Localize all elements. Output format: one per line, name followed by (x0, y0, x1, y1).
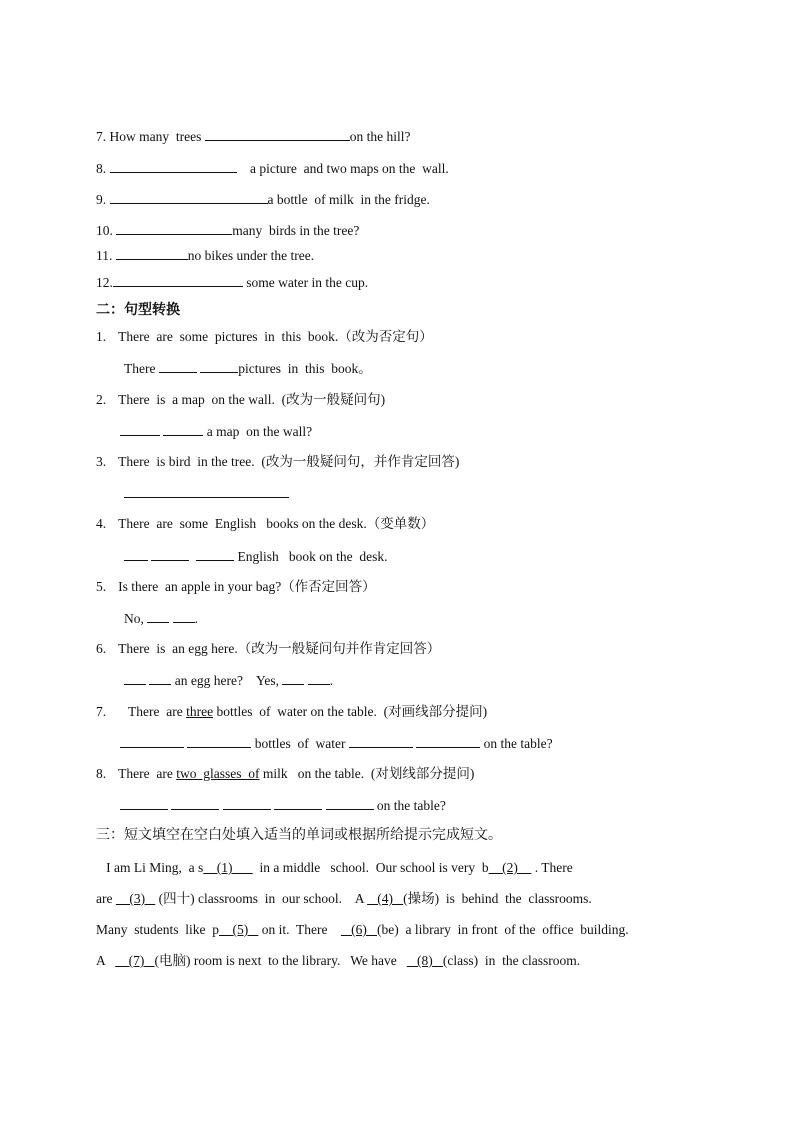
answer-blank[interactable] (223, 796, 271, 810)
question-text: many birds in the tree? (232, 223, 360, 238)
answer-text: There (124, 361, 159, 376)
rewrite-answer-6 (124, 671, 333, 690)
question-text: on the hill? (349, 129, 411, 144)
question-11 (96, 246, 314, 265)
answer-blank[interactable] (163, 422, 203, 436)
passage-text: A (96, 953, 116, 968)
rewrite-answer-4 (124, 547, 388, 566)
answer-blank[interactable] (120, 734, 184, 748)
question-12 (96, 273, 368, 292)
question-text: some water in the cup. (242, 275, 369, 290)
rewrite-answer-3 (124, 484, 289, 503)
answer-text: No, (124, 611, 148, 626)
question-9 (96, 190, 430, 209)
item-number: 4. (96, 516, 107, 531)
question-text: There are (118, 766, 177, 781)
question-text: 11. (96, 248, 116, 263)
passage-text: Many students like p (96, 922, 219, 937)
answer-blank[interactable] (110, 159, 237, 173)
item-number: 5. (96, 579, 107, 594)
question-text: a picture and two maps on the wall. (236, 161, 449, 176)
rewrite-question-1 (96, 328, 433, 346)
answer-blank[interactable] (282, 671, 304, 685)
question-text: 7. How many trees (96, 129, 205, 144)
rewrite-answer-7 (120, 734, 553, 753)
item-number: 1. (96, 329, 107, 344)
underlined-word: two glasses of (176, 766, 260, 781)
question-text: There is a map on the wall. (改为一般疑问句) (118, 392, 386, 407)
answer-text: pictures in this book。 (238, 361, 372, 376)
answer-blank[interactable] (149, 671, 171, 685)
question-text: There are some pictures in this book.（改为否定句） (118, 329, 433, 344)
passage-text: in a middle school. Our school is very b (252, 860, 489, 875)
rewrite-question-7 (96, 703, 487, 721)
question-8 (96, 159, 449, 178)
rewrite-question-2 (96, 391, 385, 409)
passage-text: (class) in the classroom. (442, 953, 581, 968)
item-number: 8. (96, 766, 107, 781)
rewrite-question-8 (96, 765, 474, 783)
answer-blank[interactable] (151, 547, 189, 561)
passage-blank[interactable]: (3) (115, 891, 156, 906)
passage-text: (操场) is behind the classrooms. (403, 891, 592, 906)
answer-blank[interactable] (200, 359, 238, 373)
question-text: no bikes under the tree. (187, 248, 315, 263)
rewrite-question-5 (96, 578, 376, 596)
answer-blank[interactable] (124, 671, 146, 685)
answer-text: bottles of water (251, 736, 349, 751)
question-text: 8. (96, 161, 110, 176)
passage-text: (电脑) room is next to the library. We have (154, 953, 407, 968)
answer-text: . (194, 611, 198, 626)
item-number: 3. (96, 454, 107, 469)
item-number: 2. (96, 392, 107, 407)
question-text: Is there an apple in your bag?（作否定回答） (118, 579, 376, 594)
rewrite-answer-1 (124, 359, 372, 378)
passage-blank[interactable]: (6) (340, 922, 377, 937)
passage-line-2 (96, 890, 592, 908)
answer-blank[interactable] (124, 547, 148, 561)
question-text: bottles of water on the table. (对画线部分提问) (213, 704, 488, 719)
answer-blank[interactable] (196, 547, 234, 561)
answer-blank[interactable] (110, 190, 268, 204)
answer-blank[interactable] (124, 484, 289, 498)
rewrite-question-4 (96, 515, 434, 533)
answer-blank[interactable] (308, 671, 330, 685)
passage-blank[interactable]: (2) (488, 860, 532, 875)
underlined-word: three (186, 704, 214, 719)
passage-line-4 (96, 952, 580, 970)
answer-blank[interactable] (205, 127, 350, 141)
question-text: a bottle of milk in the fridge. (267, 192, 430, 207)
answer-text: . (329, 673, 334, 688)
question-7 (96, 127, 410, 146)
question-text: There is bird in the tree. (改为一般疑问句，并作肯定回答) (118, 454, 460, 469)
rewrite-answer-8 (120, 796, 446, 815)
answer-blank[interactable] (116, 221, 232, 235)
answer-text: on the table? (373, 798, 446, 813)
answer-blank[interactable] (274, 796, 322, 810)
section-title-3: 三：短文填空在空白处填入适当的单词或根据所给提示完成短文。 (96, 827, 502, 843)
passage-line-1 (96, 859, 573, 877)
answer-blank[interactable] (120, 796, 168, 810)
answer-blank[interactable] (187, 734, 251, 748)
passage-blank[interactable]: (8) (406, 953, 443, 968)
rewrite-answer-5 (124, 609, 198, 628)
passage-text: (be) a library in front of the office building. (376, 922, 629, 937)
question-text: 9. (96, 192, 110, 207)
answer-blank[interactable] (116, 246, 188, 260)
item-number: 7. (96, 704, 107, 719)
passage-blank[interactable]: (7) (115, 953, 155, 968)
question-text: There are some English books on the desk.（变单数） (118, 516, 435, 531)
answer-blank[interactable] (349, 734, 413, 748)
rewrite-answer-2 (120, 422, 312, 441)
passage-text: on it. There (258, 922, 341, 937)
passage-blank[interactable]: (5) (219, 922, 259, 937)
section-title-2: 二：句型转换 (96, 302, 180, 318)
passage-text: I am Li Ming, a s (96, 860, 204, 875)
passage-blank[interactable]: (1) (203, 860, 253, 875)
rewrite-question-6 (96, 640, 440, 658)
answer-text: a map on the wall? (203, 424, 313, 439)
question-text: There are (118, 704, 187, 719)
passage-text: (四十) classrooms in our school. A (155, 891, 368, 906)
answer-blank[interactable] (120, 422, 160, 436)
answer-text: on the table? (480, 736, 553, 751)
answer-text: an egg here? Yes, (171, 673, 283, 688)
answer-blank[interactable] (113, 273, 243, 287)
passage-text: . There (531, 860, 573, 875)
answer-blank[interactable] (416, 734, 480, 748)
answer-blank[interactable] (171, 796, 219, 810)
answer-blank[interactable] (326, 796, 374, 810)
passage-text: are (96, 891, 116, 906)
rewrite-question-3 (96, 453, 459, 471)
question-10 (96, 221, 359, 240)
question-text: milk on the table. (对划线部分提问) (259, 766, 475, 781)
passage-line-3 (96, 921, 629, 939)
question-text: 10. (96, 223, 117, 238)
answer-text: English book on the desk. (234, 549, 388, 564)
answer-blank[interactable] (159, 359, 197, 373)
answer-blank[interactable] (147, 609, 169, 623)
passage-blank[interactable]: (4) (367, 891, 404, 906)
answer-blank[interactable] (173, 609, 195, 623)
question-text: 12. (96, 275, 113, 290)
question-text: There is an egg here.（改为一般疑问句并作肯定回答） (118, 641, 441, 656)
item-number: 6. (96, 641, 107, 656)
